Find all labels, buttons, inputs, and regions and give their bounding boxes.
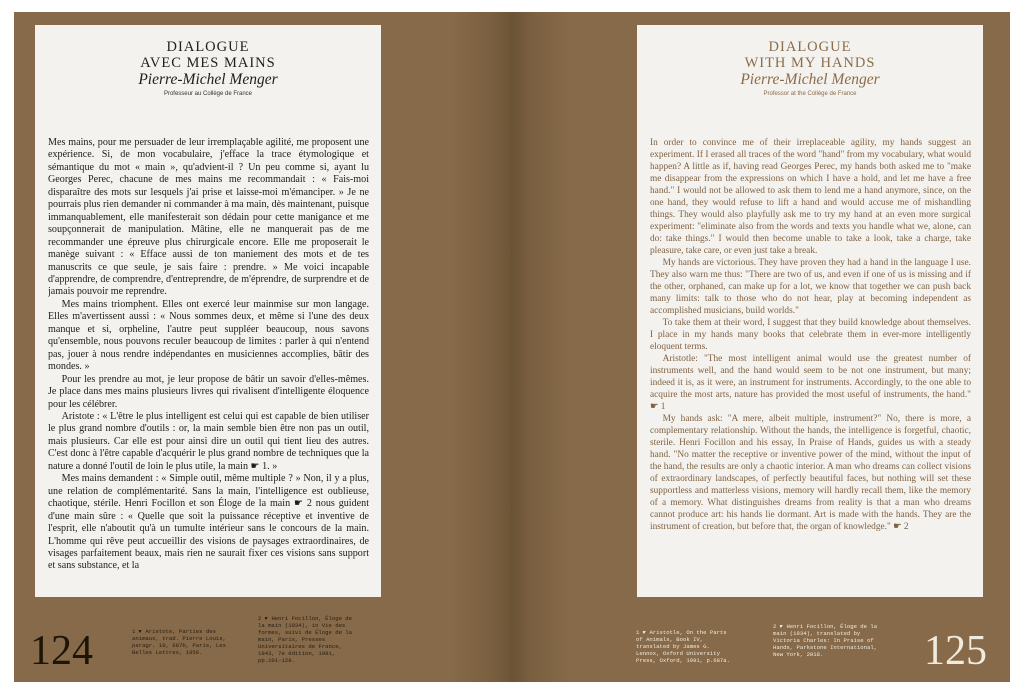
paragraph: Mes mains demandent : « Simple outil, même multiple ? » Non, il y a plus, une relation de complémentarité. Sans la main, l'intelligence est oublieuse, chaotique, stérile. Henri Focillon et son Éloge de la main ☛ 2 nous guident d'une main sûre : « Quelle que soit la puissance réceptive et inventive de l'esprit, elle n'aboutit qu'à un tumulte intérieur sans le concours de la main. L'homme qui rêve peut accueillir des visions de paysages extraordinaires, de visages parfaitement beaux, mais rien ne saurait fixer ces visions sans support et sans substance, et la: [48, 473, 369, 572]
page-number: 125: [924, 628, 987, 674]
french-text-sheet: [35, 25, 381, 597]
paragraph: Mes mains, pour me persuader de leur irremplaçable agilité, me proposent une expérience. Si, de mon vocabulaire, j'efface la trace étymologique et sémantique du mot « main », qu'advient-il ? Un peu comme si, ayant lu Georges Perec, chacune de mes mains me recommandait : « Fais-moi disparaître des mots sur lesquels j'ai prise et laisse-moi m'émanciper. » Je ne pourrais plus rien demander ni commander à ma main, dès maintenant, puisque immanquablement, elle manifesterait son dédain pour cette manigance et me soupçonnerait de manipulation. Mâtine, elle ne manquerait pas de me recommander une épreuve plus chirurgicale encore. Elle me proposerait le manège suivant : « Efface aussi de ton maniement des mots et de tes manuscrits ce que seule, je sais faire : prendre. » Me voici incapable d'apprendre, de comprendre, d'entreprendre, de m'éprendre, de surprendre et de jamais pouvoir me reprendre.: [48, 137, 369, 298]
english-text-sheet: [637, 25, 983, 597]
article-body-fr: [48, 137, 369, 591]
footnote-1: 1 ☛ Aristotle, On the Parts of Animals, Book IV, translated by James G. Lennox, Oxford University Press, Oxford, 1991, p.687a.: [636, 629, 730, 664]
author-name: Pierre-Michel Menger: [740, 71, 880, 88]
paragraph: Aristotle: "The most intelligent animal would use the greatest number of instruments well, and the hand would seem to be not one instrument, but many; indeed it is, as it were, an instrument for instruments. Accordingly, to the one able to acquire the most arts, nature has provided the most useful of instruments, the hand." ☛ 1: [650, 354, 971, 412]
paragraph: My hands ask: "A mere, albeit multiple, instrument?" No, there is more, a complementary relationship. Without the hands, the intelligence is forgetful, chaotic, sterile. Henri Focillon and his essay, In Praise of Hands, guides us with a steady hand. "No matter the receptive or inventive power of the mind, without the input of the hand, the results are only a chaotic interior. A man who dreams can collect visions of extraordinary landscapes, of perfectly beautiful faces, but nothing will set these supportless and matterless visions, memory will hardly recall them, like the memory of a memory. What distinguishes dreams from reality is that a man who dreams cannot produce art: his hands lie dormant. Art is made with the hands. They are the instrument of creation, but before that, the organ of knowledge." ☛ 2: [650, 414, 971, 532]
paragraph: Aristote : « L'être le plus intelligent est celui qui est capable de bien utiliser le plus grand nombre d'outils : or, la main semble bien être non pas un outil, mais plusieurs. Car elle est pour ainsi dire un outil qui tient lieu des autres. C'est donc à l'être capable d'acquérir le plus grand nombre de techniques que la nature a donné l'outil de loin le plus utile, la main ☛ 1. »: [48, 410, 369, 472]
paragraph: Pour les prendre au mot, je leur propose de bâtir un savoir d'elles-mêmes. Je place dans mes mains plusieurs livres qui rivalisent d'intelligente éloquence pour les célébrer.: [48, 373, 369, 410]
footnote-2: 2 ☛ Henri Focillon, Éloge de la main (1934), translated by Victoria Charles: In Praise of Hands, Parkstone International, New York, 2018.: [773, 623, 878, 658]
paragraph: To take them at their word, I suggest that they build knowledge about themselves. I place in my hands many books that celebrate them in ever-more intelligently eloquent terms.: [650, 318, 971, 352]
title-line-2: AVEC MES MAINS: [140, 55, 276, 71]
footnote-2: 2 ☛ Henri Focillon, Éloge de la main (1934), in Vie des formes, suivi de Éloge de la main, Paris, Presses Universitaires de France, 1943, 7e édition, 1981, pp.101–128.: [258, 615, 353, 664]
title-line-1: DIALOGUE: [166, 39, 250, 55]
footnote-1: 1 ☛ Aristote, Parties des animaux, trad. Pierre Louis, paragr. 10, 687b, Paris, Les Belles Lettres, 1956.: [132, 628, 226, 656]
page-number: 124: [30, 628, 93, 674]
article-title-en: [637, 39, 983, 71]
title-line-2: WITH MY HANDS: [744, 55, 876, 71]
right-page: [511, 12, 1010, 682]
title-line-1: DIALOGUE: [768, 39, 852, 55]
paragraph: In order to convince me of their irreplaceable agility, my hands suggest an experiment. If I erased all traces of the word "hand" from my vocabulary, what would happen? A little as if, having read Georges Perec, my hands both asked me to "make me disappear from the expressions on which I have a hold, and let me have a free hand." I would not be allowed to ask them to lend me a hand anymore, since, on the one hand, they would refuse to lift a hand and would accuse me of mishandling things. They would also playfully ask me to try my hand at an even more surgical experiment: "eliminate also from the words and texts you handle what we, alone, can do: take things." I would then become unable to take a look, take a charge, take pleasure, take care, or even just take a break.: [650, 138, 971, 256]
article-title-fr: [35, 39, 381, 71]
paragraph: Mes mains triomphent. Elles ont exercé leur mainmise sur mon langage. Elles m'avertissent aussi : « Nous sommes deux, et même si l'une des deux manque et si, orpheline, l'autre peut suppléer beaucoup, nous savons qu'ensemble, nous pouvons reculer beaucoup de limites : parler à qui n'entend pas, jouer à nous rendre indépendantes en musiciennes accomplies, bâtir des mondes. »: [48, 298, 369, 373]
author-name: Pierre-Michel Menger: [138, 71, 278, 88]
article-body-en: [650, 137, 971, 591]
author-affiliation: Professor at the Collège de France: [763, 91, 857, 97]
author-affiliation: Professeur au Collège de France: [163, 91, 253, 97]
book-spread: [14, 12, 1010, 682]
left-page: [14, 12, 511, 682]
paragraph: My hands are victorious. They have proven they had a hand in the language I use. They also warn me thus: "There are two of us, and even if one of us is missing and if the other, orphaned, can make up for a lot, we know that together we can push back many limits: talk to those who do not hear, play at becoming independent as accomplished musicians, build worlds.": [650, 258, 971, 316]
